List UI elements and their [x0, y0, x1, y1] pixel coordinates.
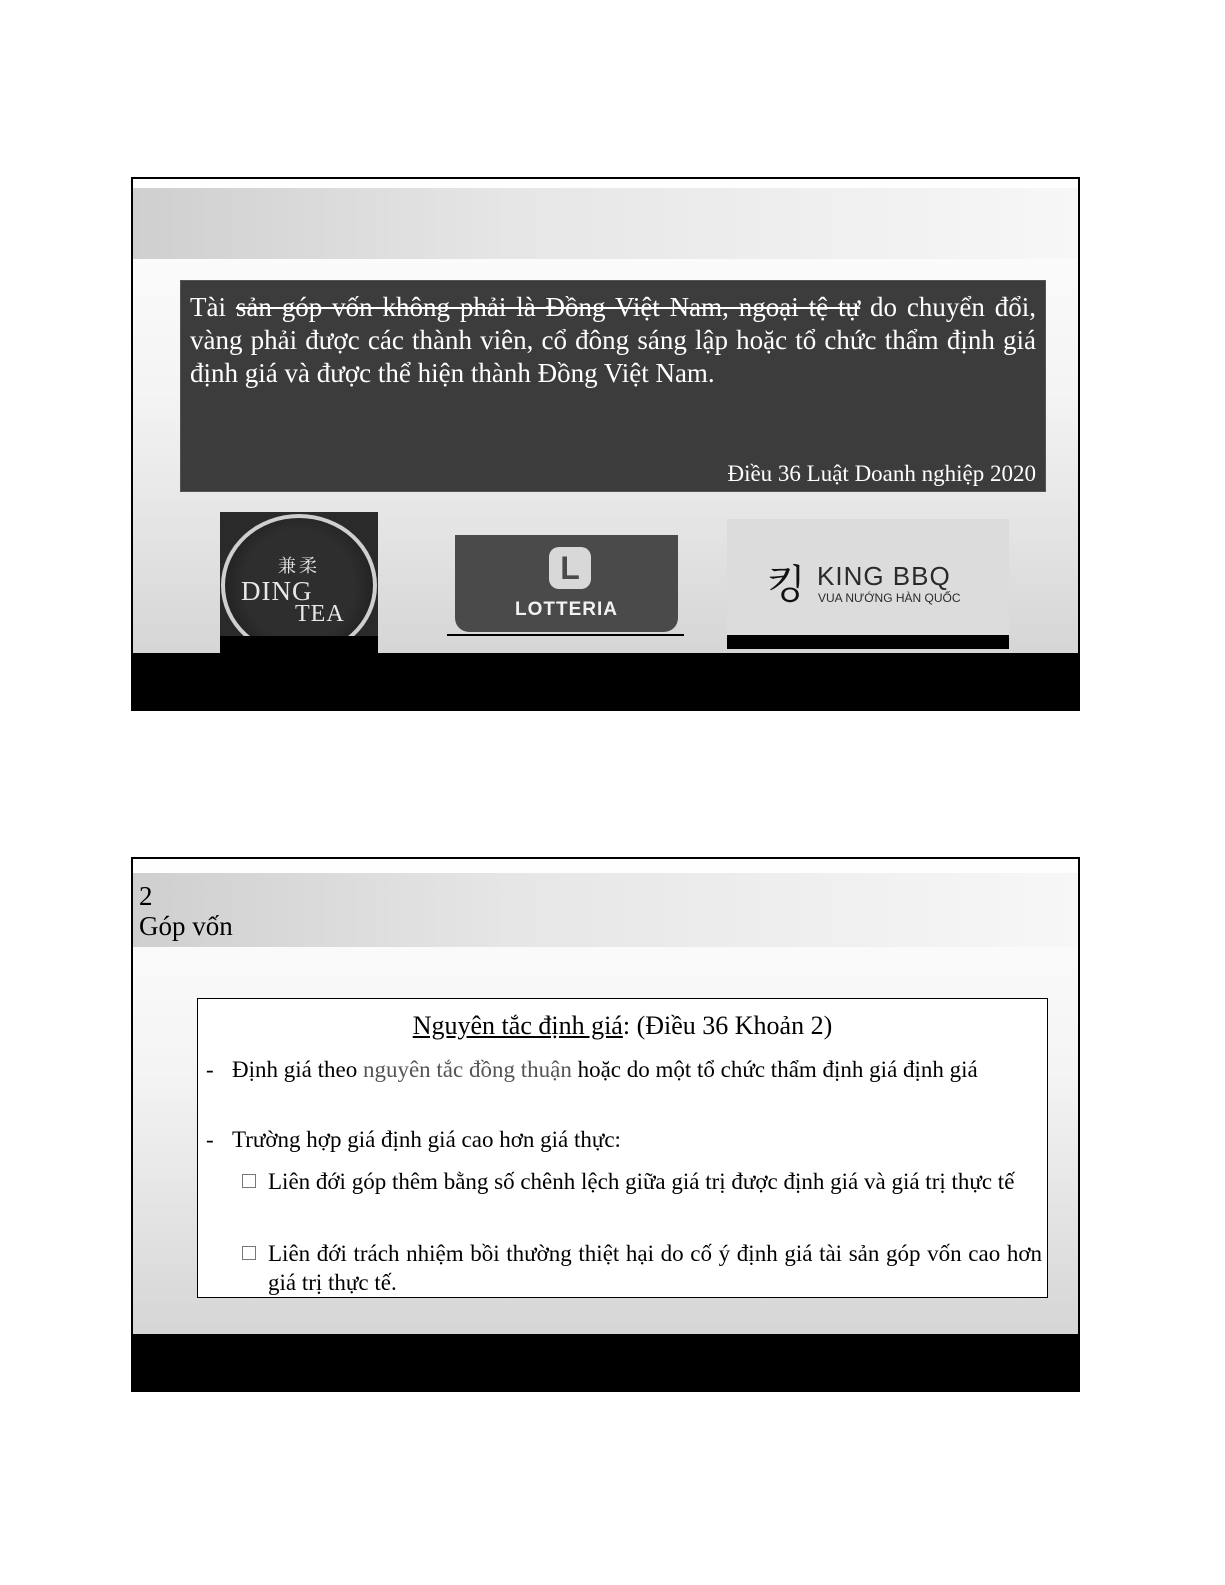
- lotteria-underline: [447, 634, 684, 636]
- king-bbq-emblem-icon: 킹: [767, 562, 806, 608]
- quote-text: Tài sản góp vốn không phải là Đồng Việt Nam, ngoại tệ tự do chuyển đổi, vàng phải được các thành viên, cổ đông sáng lập hoặc tổ chức thẩm định giá định giá và được thể hiện thành Đồng Việt Nam.: [190, 292, 1036, 388]
- quote-box: [180, 280, 1046, 492]
- slide-title-text: Góp vốn: [139, 911, 233, 941]
- slide-title: [139, 881, 233, 941]
- ding-tea-name: DING: [241, 576, 313, 606]
- slide-number: 2: [139, 881, 153, 911]
- checkbox-square-icon: [242, 1174, 256, 1188]
- footer-band: [133, 653, 1078, 709]
- lotteria-name: LOTTERIA: [515, 599, 618, 620]
- sub-list-item: Liên đới góp thêm bằng số chênh lệch giữa giá trị được định giá và giá trị thực tế: [242, 1167, 1042, 1196]
- ding-tea-chinese-mark: 兼柔: [278, 556, 320, 576]
- lotteria-plate: [455, 535, 678, 632]
- lotteria-logo: [447, 531, 684, 636]
- title-band: [133, 188, 1078, 259]
- king-bbq-logo: [727, 519, 1009, 649]
- ding-tea-tea: TEA: [295, 601, 345, 627]
- box-heading: Nguyên tắc định giá: (Điều 36 Khoản 2): [412, 1011, 833, 1040]
- footer-band: [133, 1334, 1078, 1390]
- list-item: - Định giá theo nguyên tắc đồng thuận hoặc do một tổ chức thẩm định giá định giá: [206, 1057, 978, 1082]
- checkbox-square-icon: [242, 1246, 256, 1260]
- slide-2: [131, 857, 1080, 1392]
- king-bbq-subtitle: VUA NƯỚNG HÀN QUỐC: [818, 591, 961, 605]
- title-band: [133, 873, 1078, 947]
- struck-text: sản góp vốn không phải là Đồng Việt Nam, ngoại tệ tự: [235, 292, 861, 322]
- quote-source: Điều 36 Luật Doanh nghiệp 2020: [727, 461, 1036, 486]
- lotteria-mark-icon: L: [549, 547, 591, 589]
- king-bbq-name: KING BBQ: [817, 561, 951, 591]
- valuation-principles-box: [197, 998, 1048, 1298]
- ding-tea-logo: [220, 512, 378, 657]
- list-item: - Trường hợp giá định giá cao hơn giá thực:: [206, 1127, 621, 1152]
- sub-list-item: Liên đới trách nhiệm bồi thường thiệt hại do cố ý định giá tài sản góp vốn cao hơn giá trị thực tế.: [242, 1239, 1042, 1297]
- king-bbq-bar: [727, 635, 1009, 649]
- slide-1: [131, 177, 1080, 711]
